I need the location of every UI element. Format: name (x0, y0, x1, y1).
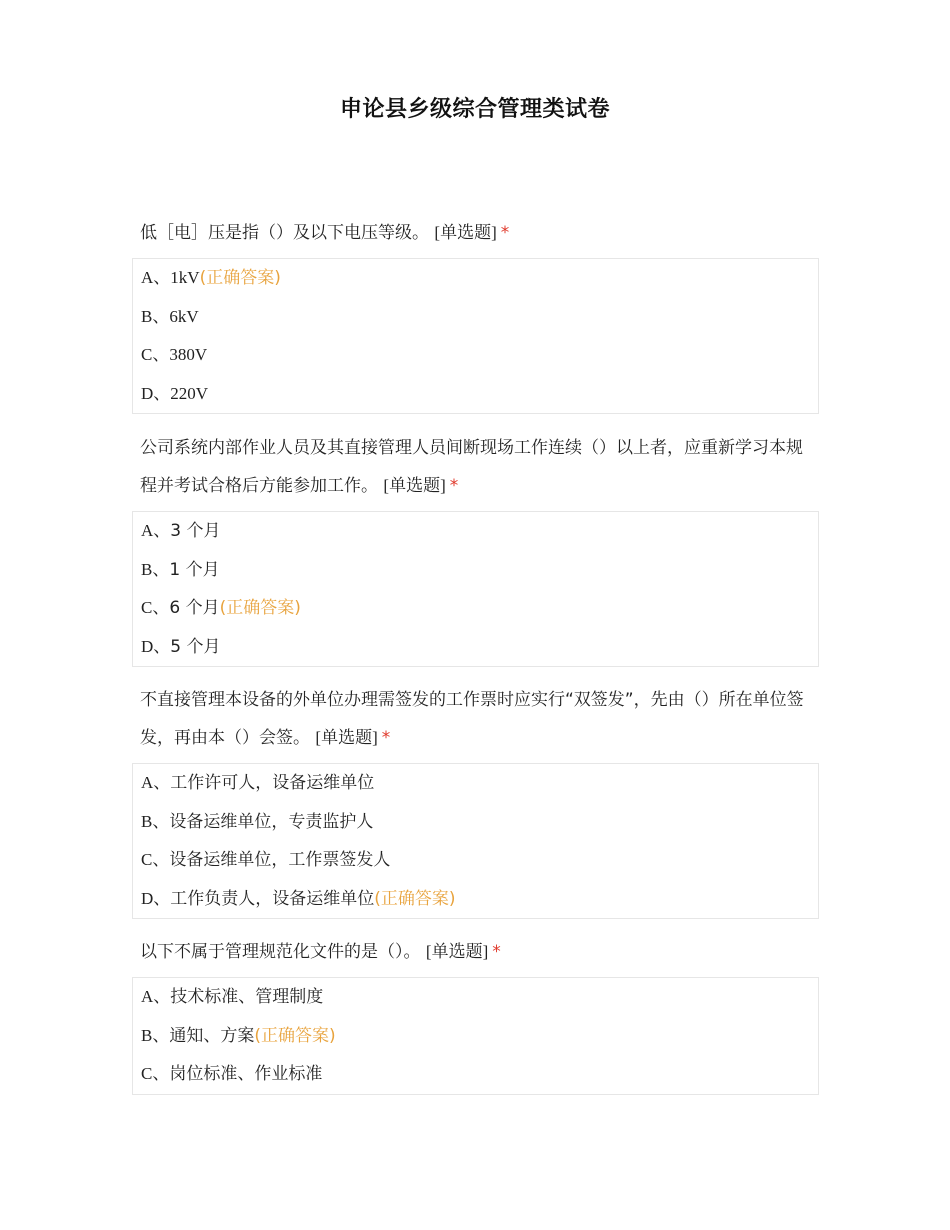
option-text: 工作许可人，设备运维单位 (170, 773, 375, 793)
question-4 (132, 933, 819, 1095)
question-3-text: 不直接管理本设备的外单位办理需签发的工作票时应实行“双签发”，先由（）所在单位签发，再由本（）会签。 (140, 690, 804, 748)
option-text: 设备运维单位，专责监护人 (169, 811, 374, 832)
question-2-options (132, 511, 819, 667)
option-letter: C、 (141, 345, 170, 364)
option-b (133, 298, 818, 337)
question-3-options (132, 763, 819, 919)
question-2 (132, 429, 819, 667)
option-text: 1 个月 (169, 559, 220, 580)
option-letter: A、 (141, 268, 171, 287)
option-letter: A、 (141, 521, 171, 540)
option-a (133, 512, 818, 551)
option-d (133, 880, 818, 919)
option-text: 220V (170, 383, 209, 403)
option-a (133, 764, 818, 803)
option-letter: C、 (141, 598, 170, 617)
option-text: 岗位标准、作业标准 (169, 1064, 323, 1084)
option-c (133, 1055, 818, 1094)
option-c (133, 589, 818, 628)
correct-answer-label: (正确答案) (219, 598, 301, 618)
question-1-prompt (132, 214, 819, 252)
question-4-options (132, 977, 819, 1095)
question-1 (132, 214, 819, 414)
option-text: 5 个月 (170, 636, 221, 657)
question-4-prompt (132, 933, 819, 971)
option-d (133, 375, 818, 414)
option-b (133, 1017, 818, 1056)
required-mark: * (500, 223, 510, 243)
option-text: 工作负责人，设备运维单位 (170, 888, 375, 909)
question-1-options (132, 258, 819, 414)
question-type-label: [单选题] (315, 728, 378, 747)
option-a (133, 978, 818, 1017)
option-letter: D、 (141, 383, 171, 403)
required-mark: * (381, 728, 391, 748)
option-text: 3 个月 (170, 521, 221, 541)
option-text: 技术标准、管理制度 (170, 987, 324, 1007)
option-b (133, 551, 818, 590)
question-3-prompt (132, 681, 819, 757)
question-3 (132, 681, 819, 919)
option-text: 380V (169, 345, 208, 364)
option-c (133, 841, 818, 880)
question-type-label: [单选题] (425, 942, 489, 961)
option-c (133, 336, 818, 375)
option-letter: B、 (141, 306, 170, 326)
question-2-prompt (132, 429, 819, 505)
option-letter: C、 (141, 850, 170, 869)
option-a (133, 259, 818, 298)
correct-answer-label: (正确答案) (254, 1025, 336, 1046)
correct-answer-label: (正确答案) (199, 268, 281, 288)
question-type-label: [单选题] (434, 223, 497, 242)
option-letter: A、 (141, 773, 171, 792)
option-letter: D、 (141, 636, 171, 656)
question-4-text: 以下不属于管理规范化文件的是（）。 (140, 942, 421, 962)
option-letter: A、 (141, 987, 171, 1006)
option-letter: C、 (141, 1064, 170, 1083)
correct-answer-label: (正确答案) (374, 888, 456, 909)
option-letter: B、 (141, 811, 170, 831)
required-mark: * (492, 942, 501, 962)
required-mark: * (449, 476, 459, 496)
option-text: 通知、方案 (169, 1025, 255, 1046)
option-text: 6kV (169, 306, 199, 326)
option-text: 设备运维单位，工作票签发人 (169, 850, 391, 870)
option-b (133, 803, 818, 842)
option-letter: B、 (141, 1025, 170, 1045)
question-1-text: 低［电］压是指（）及以下电压等级。 (140, 223, 429, 243)
option-d (133, 628, 818, 667)
question-type-label: [单选题] (383, 476, 446, 495)
option-letter: D、 (141, 888, 171, 908)
question-2-text: 公司系统内部作业人员及其直接管理人员间断现场工作连续（）以上者，应重新学习本规程并考试合格后方能参加工作。 (140, 438, 803, 496)
page-title: 申论县乡级综合管理类试卷 (339, 97, 610, 122)
option-text: 1kV (170, 268, 200, 287)
option-text: 6 个月 (169, 598, 220, 618)
option-letter: B、 (141, 559, 170, 579)
